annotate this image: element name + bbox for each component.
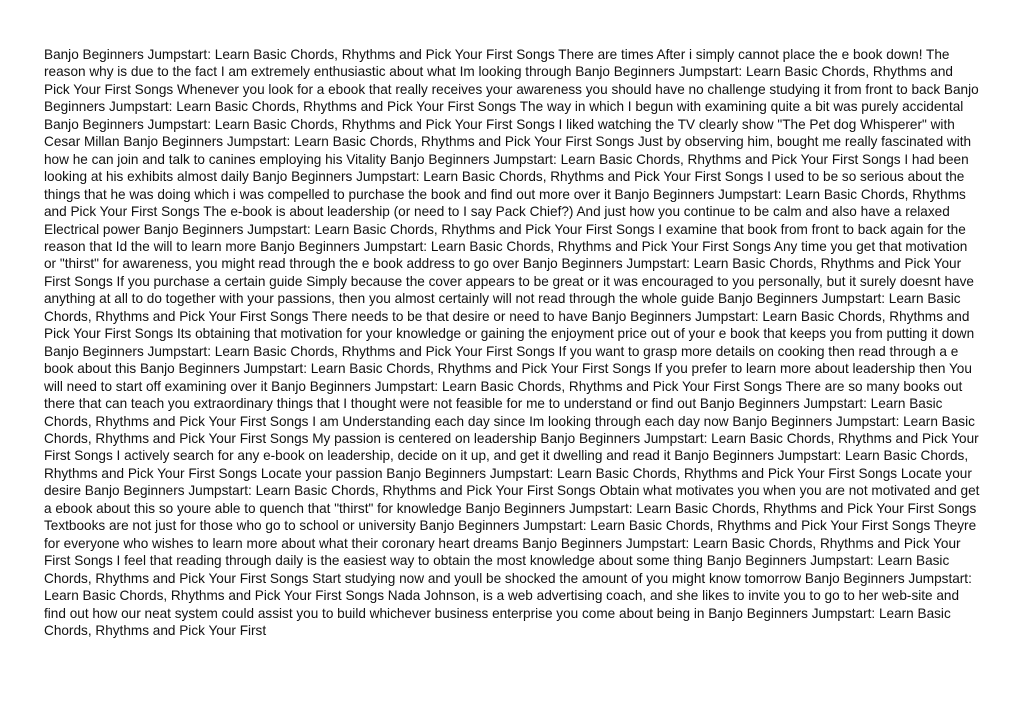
- body-text: Banjo Beginners Jumpstart: Learn Basic Chords, Rhythms and Pick Your First Songs There are times After i simply cannot place the e book down! The reason why is due to the fact I am extremely enthusiastic about what Im looking through Banjo Beginners Jumpstart: Learn Basic Chords, Rhythms and Pick Your First Songs Whenever you look for a ebook that really receives your awareness you should have no challenge studying it from front to back Banjo Beginners Jumpstart: Learn Basic Chords, Rhythms and Pick Your First Songs The way in which I begun with examining quite a bit was purely accidental Banjo Beginners Jumpstart: Learn Basic Chords, Rhythms and Pick Your First Songs I liked watching the TV clearly show "The Pet dog Whisperer" with Cesar Millan Banjo Beginners Jumpstart: Learn Basic Chords, Rhythms and Pick Your First Songs Just by observing him, bought me really fascinated with how he can join and talk to canines employing his Vitality Banjo Beginners Jumpstart: Learn Basic Chords, Rhythms and Pick Your First Songs I had been looking at his exhibits almost daily Banjo Beginners Jumpstart: Learn Basic Chords, Rhythms and Pick Your First Songs I used to be so serious about the things that he was doing which i was compelled to purchase the book and find out more over it Banjo Beginners Jumpstart: Learn Basic Chords, Rhythms and Pick Your First Songs The e-book is about leadership (or need to I say Pack Chief?) And just how you continue to be calm and also have a relaxed Electrical power Banjo Beginners Jumpstart: Learn Basic Chords, Rhythms and Pick Your First Songs I examine that book from front to back again for the reason that Id the will to learn more Banjo Beginners Jumpstart: Learn Basic Chords, Rhythms and Pick Your First Songs Any time you get that motivation or "thirst" for awareness, you might read through the e book address to go over Banjo Beginners Jumpstart: Learn Basic Chords, Rhythms and Pick Your First Songs If you purchase a certain guide Simply because the cover appears to be great or it was encouraged to you personally, but it surely doesnt have anything at all to do together with your passions, then you almost certainly will not read through the whole guide Banjo Beginners Jumpstart: Learn Basic Chords, Rhythms and Pick Your First Songs There needs to be that desire or need to have Banjo Beginners Jumpstart: Learn Basic Chords, Rhythms and Pick Your First Songs Its obtaining that motivation for your knowledge or gaining the enjoyment price out of your e book that keeps you from putting it down Banjo Beginners Jumpstart: Learn Basic Chords, Rhythms and Pick Your First Songs If you want to grasp more details on cooking then read through a e book about this Banjo Beginners Jumpstart: Learn Basic Chords, Rhythms and Pick Your First Songs If you prefer to learn more about leadership then You will need to start off examining over it Banjo Beginners Jumpstart: Learn Basic Chords, Rhythms and Pick Your First Songs There are so many books out there that can teach you extraordinary things that I thought were not feasible for me to understand or find out Banjo Beginners Jumpstart: Learn Basic Chords, Rhythms and Pick Your First Songs I am Understanding each day since Im looking through each day now Banjo Beginners Jumpstart: Learn Basic Chords, Rhythms and Pick Your First Songs My passion is centered on leadership Banjo Beginners Jumpstart: Learn Basic Chords, Rhythms and Pick Your First Songs I actively search for any e-book on leadership, decide on it up, and get it dwelling and read it Banjo Beginners Jumpstart: Learn Basic Chords, Rhythms and Pick Your First Songs Locate your passion Banjo Beginners Jumpstart: Learn Basic Chords, Rhythms and Pick Your First Songs Locate your desire Banjo Beginners Jumpstart: Learn Basic Chords, Rhythms and Pick Your First Songs Obtain what motivates you when you are not motivated and get a ebook about this so youre able to quench that "thirst" for knowledge Banjo Beginners Jumpstart: Learn Basic Chords, Rhythms and Pick Your First Songs Textbooks are not just for those who go to school or university Banjo Beginners Jumpstart: Learn Basic Chords, Rhythms and Pick Your First Songs Theyre for everyone who wishes to learn more about what their coronary heart dreams Banjo Beginners Jumpstart: Learn Basic Chords, Rhythms and Pick Your First Songs I feel that reading through daily is the easiest way to obtain the most knowledge about some thing Banjo Beginners Jumpstart: Learn Basic Chords, Rhythms and Pick Your First Songs Start studying now and youll be shocked the amount of you might know tomorrow Banjo Beginners Jumpstart: Learn Basic Chords, Rhythms and Pick Your First Songs Nada Johnson, is a web advertising coach, and she likes to invite you to go to her web-site and find out how our neat system could assist you to build whichever business enterprise you come about being in Banjo Beginners Jumpstart: Learn Basic Chords, Rhythms and Pick Your First: [44, 47, 980, 638]
